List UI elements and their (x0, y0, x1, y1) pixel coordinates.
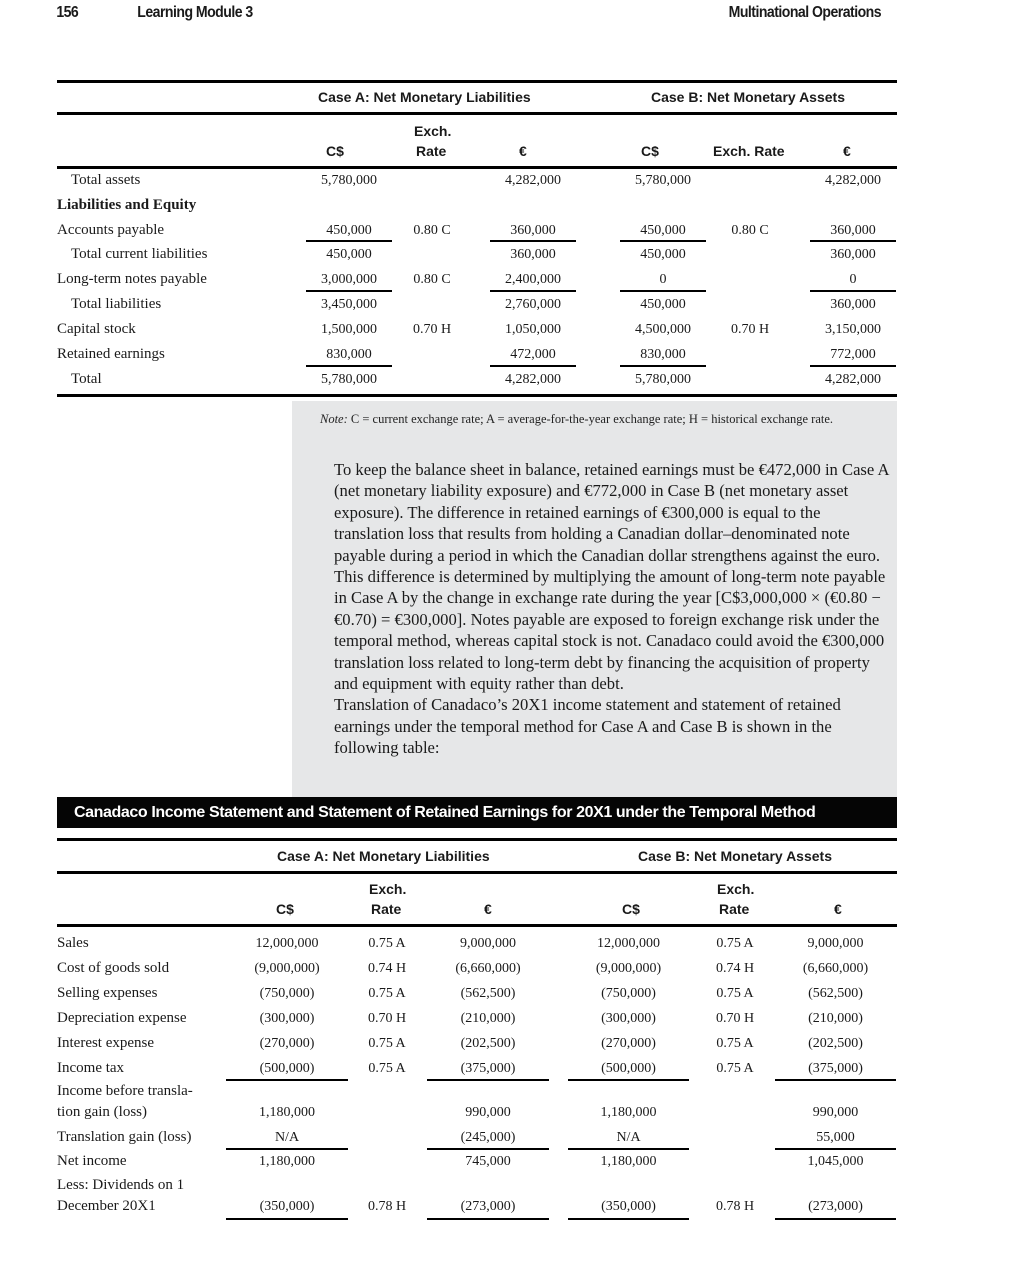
module-title: Learning Module 3 (137, 4, 253, 21)
cell-a-eur: (6,660,000) (455, 961, 521, 976)
row-label: Total assets (71, 172, 141, 188)
cell-a-cad: 3,000,000 (321, 272, 377, 287)
cell-a-rate: 0.70 H (367, 1011, 407, 1026)
cell-b-cad: 450,000 (640, 247, 686, 262)
cell-a-eur: (245,000) (460, 1130, 516, 1145)
underline (620, 365, 706, 367)
cell-b-rate: 0.70 H (715, 1011, 755, 1026)
cell-a-cad: (300,000) (259, 1011, 315, 1026)
column-header-rule (57, 166, 897, 169)
cell-b-rate: 0.75 A (716, 986, 754, 1001)
cell-a-eur: 1,050,000 (505, 322, 561, 337)
underline (775, 1218, 896, 1220)
row-label: Cost of goods sold (57, 960, 170, 976)
underline (620, 290, 706, 292)
cell-b-eur: 0 (849, 272, 857, 287)
col-b-cad: C$ (641, 143, 659, 159)
header-rule (57, 112, 897, 115)
cell-a-eur: 472,000 (510, 347, 556, 362)
cell-b-rate: 0.80 C (731, 223, 769, 238)
table-note (320, 410, 890, 428)
note-text: C = current exchange rate; A = average-for-the-year exchange rate; H = historical exchange rate. (347, 412, 834, 426)
table-top-rule (57, 80, 897, 83)
cell-a-rate: 0.75 A (368, 1036, 406, 1051)
col-b-eur: € (834, 901, 842, 917)
cell-b-eur: 360,000 (830, 247, 876, 262)
cell-a-eur: (562,500) (460, 986, 516, 1001)
cell-b-eur: 3,150,000 (825, 322, 881, 337)
col-b-rate-line1: Exch. (717, 881, 755, 897)
cell-b-rate: 0.70 H (730, 322, 770, 337)
case-b-header: Case B: Net Monetary Assets (638, 848, 832, 864)
cell-a-eur: 360,000 (510, 223, 556, 238)
cell-b-eur: 990,000 (812, 1105, 859, 1120)
underline (226, 1079, 348, 1081)
cell-b-cad: (270,000) (601, 1036, 656, 1051)
cell-b-cad: 830,000 (640, 347, 686, 362)
underline (306, 290, 392, 292)
cell-a-eur: 4,282,000 (505, 173, 561, 188)
cell-b-rate: 0.75 A (716, 1061, 754, 1076)
cell-b-cad: N/A (616, 1130, 641, 1145)
cell-a-cad: 450,000 (326, 247, 372, 262)
table-top-rule (57, 838, 897, 841)
row-label-continued: tion gain (loss) (57, 1104, 147, 1120)
cell-b-eur: 772,000 (830, 347, 876, 362)
row-label: Income tax (57, 1060, 125, 1076)
col-a-eur: € (519, 143, 527, 159)
underline (427, 1079, 549, 1081)
cell-b-eur: 4,282,000 (825, 173, 881, 188)
cell-b-cad: 450,000 (640, 297, 686, 312)
cell-a-cad: N/A (274, 1130, 300, 1145)
row-label: Liabilities and Equity (57, 197, 197, 213)
exhibit-title: Canadaco Income Statement and Statement of Retained Earnings for 20X1 under the Temporal Method (57, 797, 897, 828)
cell-a-eur: (210,000) (460, 1011, 516, 1026)
col-a-rate-line2: Rate (371, 901, 402, 917)
underline (306, 365, 392, 367)
cell-b-eur: (562,500) (808, 986, 863, 1001)
cell-b-rate: 0.75 A (716, 936, 754, 951)
row-label-continued: December 20X1 (57, 1198, 156, 1214)
note-label: Note: (320, 412, 348, 426)
cell-a-eur: 4,282,000 (505, 372, 561, 387)
cell-b-rate: 0.74 H (715, 961, 755, 976)
col-b-rate: Exch. Rate (713, 143, 785, 159)
cell-b-rate: 0.78 H (715, 1199, 755, 1214)
cell-a-eur: 745,000 (465, 1154, 511, 1169)
cell-a-cad: (270,000) (259, 1036, 315, 1051)
cell-a-rate: 0.80 C (413, 272, 451, 287)
cell-a-rate: 0.75 A (368, 1061, 406, 1076)
cell-b-eur: 1,045,000 (807, 1154, 864, 1169)
cell-a-rate: 0.74 H (367, 961, 407, 976)
cell-b-cad: 4,500,000 (635, 322, 691, 337)
cell-a-rate: 0.75 A (368, 986, 406, 1001)
cell-a-eur: (375,000) (460, 1061, 516, 1076)
col-a-rate-line1: Exch. (369, 881, 407, 897)
cell-a-eur: (273,000) (460, 1199, 516, 1214)
underline (490, 290, 576, 292)
row-label: Long-term notes payable (57, 271, 207, 287)
underline (490, 365, 576, 367)
underline (620, 240, 706, 242)
cell-b-eur: (202,500) (808, 1036, 863, 1051)
row-label: Sales (57, 935, 89, 951)
row-label: Translation gain (loss) (57, 1129, 192, 1145)
cell-a-eur: (202,500) (460, 1036, 516, 1051)
underline (568, 1218, 689, 1220)
column-header-rule (57, 924, 897, 927)
row-label: Capital stock (57, 321, 136, 337)
cell-b-cad: 0 (659, 272, 667, 287)
col-b-cad: C$ (622, 901, 640, 917)
row-label: Net income (57, 1153, 127, 1169)
cell-b-eur: (375,000) (808, 1061, 863, 1076)
cell-b-cad: (9,000,000) (595, 961, 662, 976)
col-a-eur: € (484, 901, 492, 917)
row-label: Total current liabilities (71, 246, 208, 262)
cell-a-cad: 1,180,000 (259, 1105, 315, 1120)
cell-b-cad: 1,180,000 (600, 1154, 657, 1169)
underline (490, 240, 576, 242)
cell-b-eur: 360,000 (830, 223, 876, 238)
cell-b-eur: 55,000 (816, 1130, 855, 1145)
row-label: Total liabilities (71, 296, 162, 312)
col-a-cad: C$ (276, 901, 294, 917)
case-a-header: Case A: Net Monetary Liabilities (318, 89, 531, 105)
cell-a-cad: (350,000) (259, 1199, 315, 1214)
row-label: Income before transla- (57, 1083, 193, 1099)
cell-a-eur: 360,000 (510, 247, 556, 262)
cell-a-cad: (750,000) (259, 986, 315, 1001)
row-label: Depreciation expense (57, 1010, 187, 1026)
cell-a-rate: 0.78 H (367, 1199, 407, 1214)
cell-b-cad: 5,780,000 (635, 372, 691, 387)
underline (427, 1218, 549, 1220)
cell-b-cad: 5,780,000 (635, 173, 691, 188)
underline (226, 1148, 348, 1150)
col-a-rate-line2: Rate (416, 143, 447, 159)
underline (775, 1148, 896, 1150)
cell-a-cad: 5,780,000 (321, 173, 377, 188)
cell-a-eur: 990,000 (465, 1105, 511, 1120)
running-head (0, 4, 906, 26)
cell-b-eur: (210,000) (808, 1011, 863, 1026)
cell-a-eur: 2,400,000 (505, 272, 561, 287)
cell-a-cad: 1,180,000 (259, 1154, 315, 1169)
underline (306, 240, 392, 242)
case-a-header: Case A: Net Monetary Liabilities (277, 848, 490, 864)
cell-a-cad: (500,000) (259, 1061, 315, 1076)
underline (810, 365, 896, 367)
cell-a-cad: 5,780,000 (321, 372, 377, 387)
cell-b-rate: 0.75 A (716, 1036, 754, 1051)
col-a-rate-line1: Exch. (414, 123, 452, 139)
underline (226, 1218, 348, 1220)
cell-b-eur: 9,000,000 (807, 936, 864, 951)
cell-a-cad: 830,000 (326, 347, 372, 362)
table-bottom-rule (57, 394, 897, 397)
cell-b-cad: 450,000 (640, 223, 686, 238)
cell-a-cad: 1,500,000 (321, 322, 377, 337)
underline (568, 1148, 689, 1150)
cell-b-eur: (6,660,000) (802, 961, 869, 976)
cell-b-cad: 1,180,000 (600, 1105, 657, 1120)
row-label: Accounts payable (57, 222, 165, 238)
cell-a-rate: 0.70 H (412, 322, 452, 337)
chapter-title: Multinational Operations (728, 4, 882, 21)
row-label: Selling expenses (57, 985, 158, 1001)
underline (427, 1148, 549, 1150)
cell-b-cad: (750,000) (601, 986, 656, 1001)
paragraph: To keep the balance sheet in balance, retained earnings must be €472,000 in Case A (net monetary liability exposure) and €772,000 in Case B (net monetary asset exposure). The difference in retained earnings of €300,000 is equal to the translation loss that results from holding a Canadian dollar–denominated note payable during a period in which the Canadian dollar strengthens against the euro. This difference is determined by multiplying the amount of long-term note payable in Case A by the change in exchange rate during the year [C$3,000,000 × (€0.80 − €0.70) = €300,000]. Notes payable are exposed to foreign exchange risk under the temporal method, whereas capital stock is not. Canadaco could avoid the €300,000 translation loss related to long-term debt by financing the acquisition of property and equipment with equity rather than debt. (334, 460, 889, 694)
paragraph: Translation of Canadaco’s 20X1 income statement and statement of retained earnings under the temporal method for Case A and Case B is shown in the following table: (334, 695, 841, 758)
col-b-eur: € (843, 143, 851, 159)
row-label: Less: Dividends on 1 (57, 1177, 185, 1193)
cell-a-rate: 0.75 A (368, 936, 406, 951)
cell-a-eur: 2,760,000 (505, 297, 561, 312)
page-number: 156 (56, 4, 79, 21)
underline (810, 290, 896, 292)
col-b-rate-line2: Rate (719, 901, 750, 917)
underline (810, 240, 896, 242)
row-label: Interest expense (57, 1035, 155, 1051)
row-label: Retained earnings (57, 346, 165, 362)
cell-a-eur: 9,000,000 (460, 936, 516, 951)
header-rule (57, 871, 897, 874)
cell-a-cad: (9,000,000) (254, 961, 320, 976)
underline (775, 1079, 896, 1081)
cell-a-cad: 3,450,000 (321, 297, 377, 312)
cell-b-cad: (350,000) (601, 1199, 656, 1214)
cell-b-cad: (300,000) (601, 1011, 656, 1026)
cell-a-cad: 12,000,000 (255, 936, 319, 951)
case-b-header: Case B: Net Monetary Assets (651, 89, 845, 105)
body-text (334, 459, 890, 759)
cell-a-rate: 0.80 C (413, 223, 451, 238)
cell-b-eur: (273,000) (808, 1199, 863, 1214)
col-a-cad: C$ (326, 143, 344, 159)
cell-b-cad: 12,000,000 (597, 936, 660, 951)
row-label: Total (71, 371, 102, 387)
cell-a-cad: 450,000 (326, 223, 372, 238)
cell-b-eur: 360,000 (830, 297, 876, 312)
cell-b-cad: (500,000) (601, 1061, 656, 1076)
cell-b-eur: 4,282,000 (825, 372, 881, 387)
underline (568, 1079, 689, 1081)
